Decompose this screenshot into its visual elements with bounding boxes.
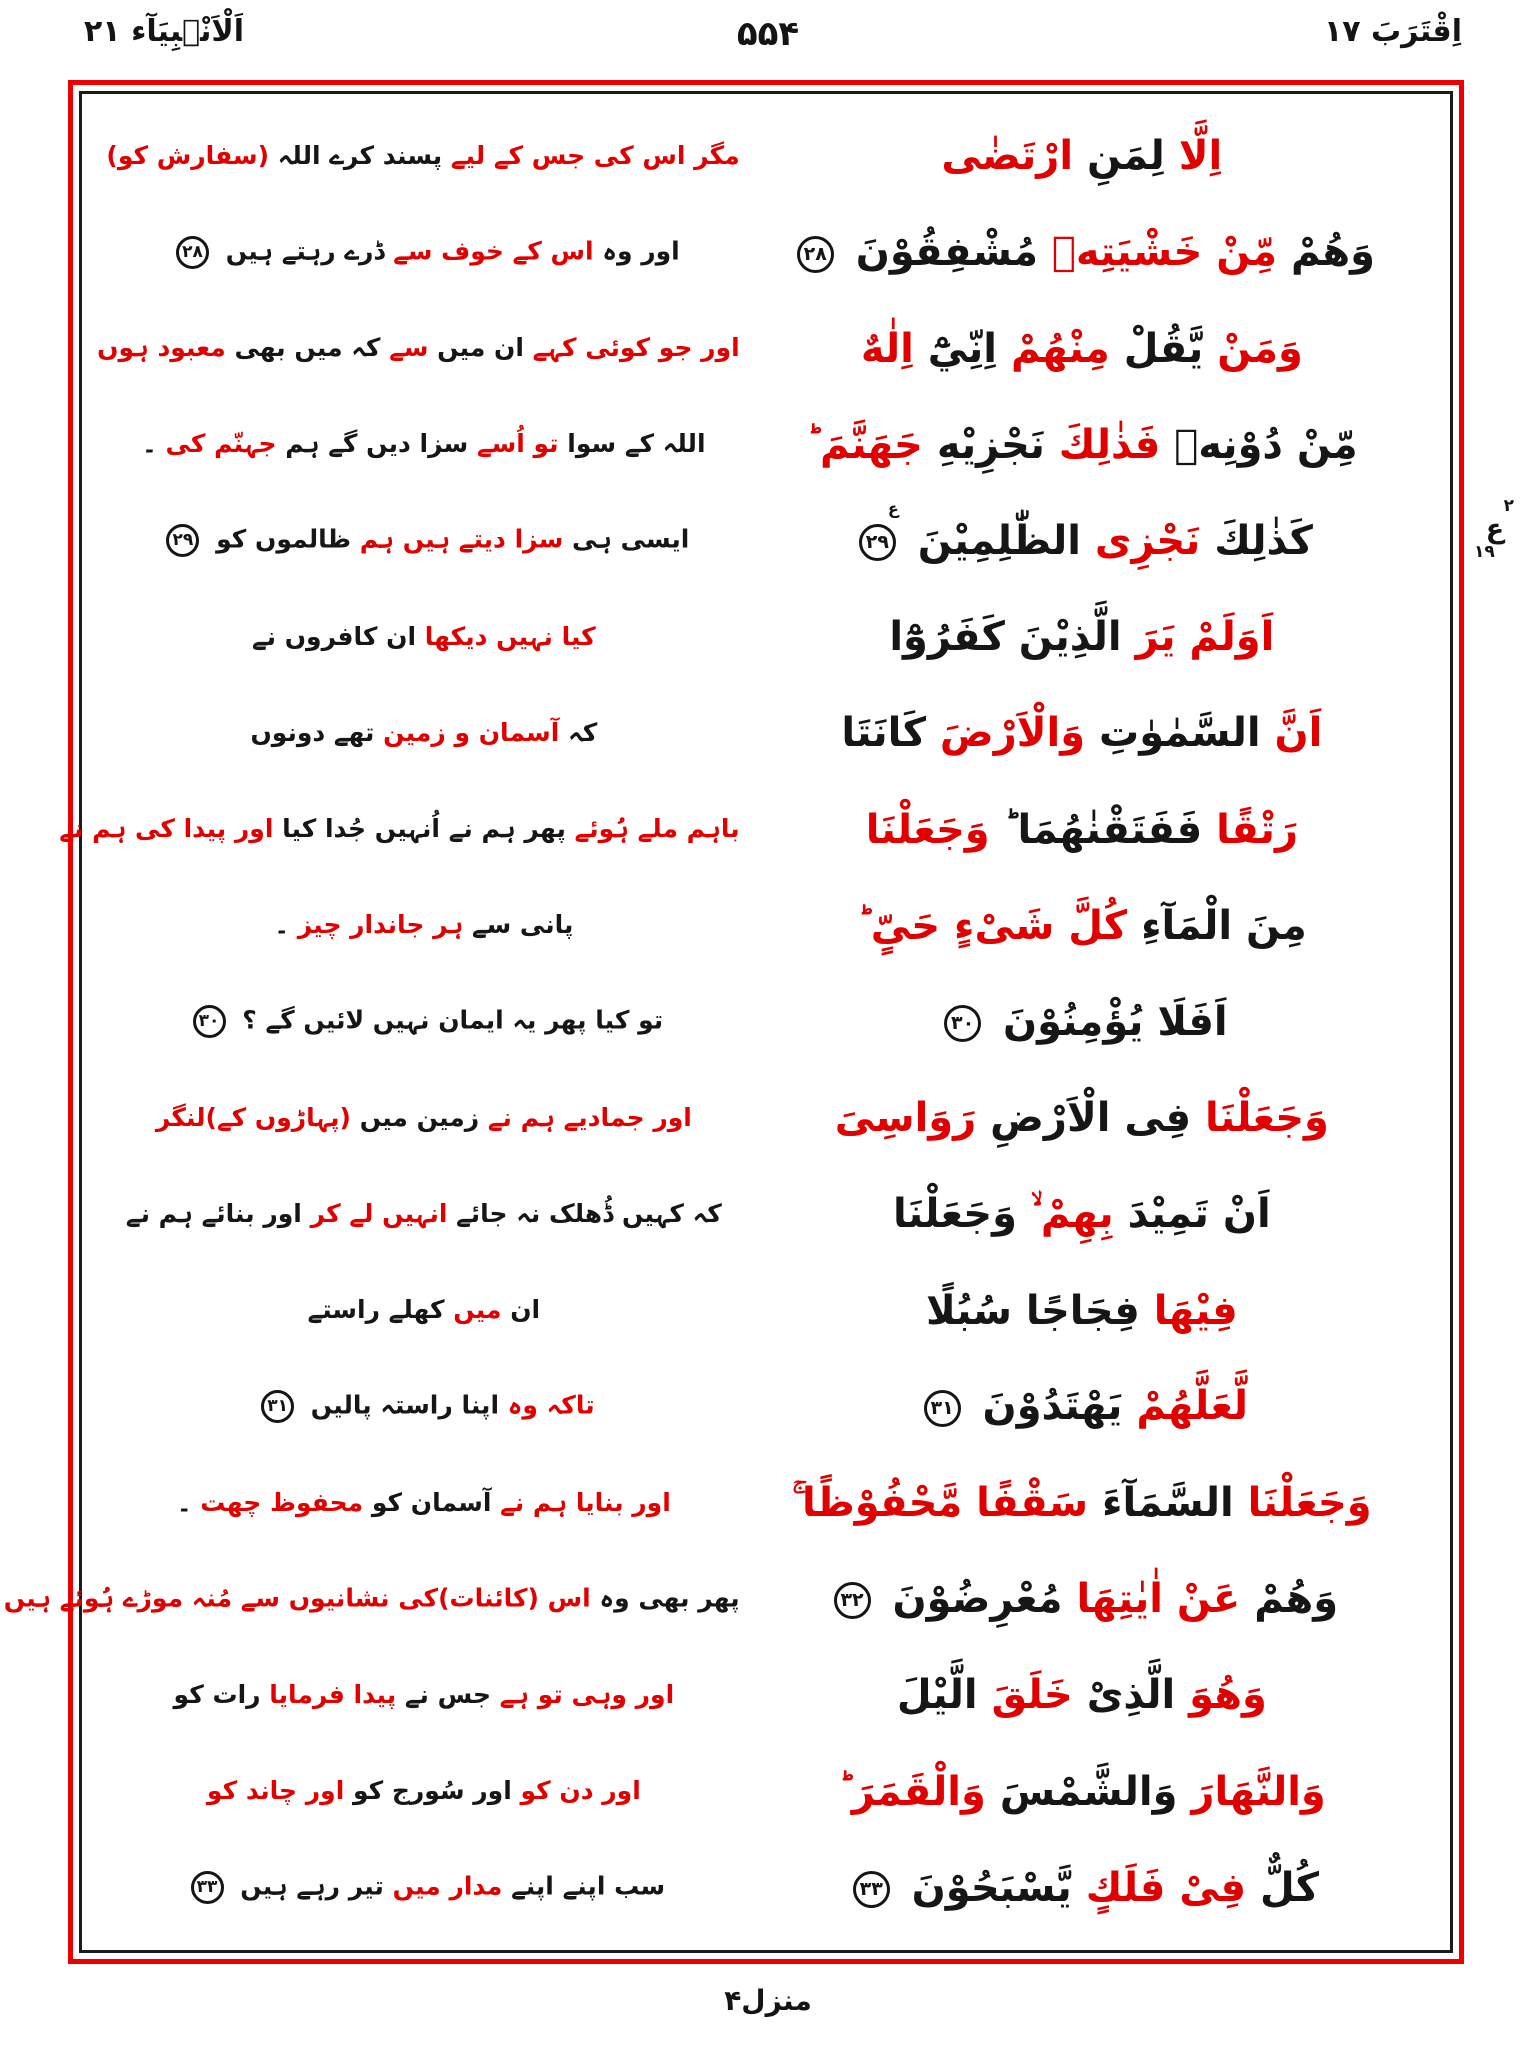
urdu-translation-line (108, 430, 740, 459)
text-segment: تو کیا پھر یہ ایمان نہیں لائیں گے ؟ (242, 1005, 664, 1035)
text-segment: پسند کرے اللہ (277, 140, 443, 170)
text-segment: اَوَلَمْ يَرَ (1135, 614, 1275, 661)
footer-manzil-label: منزل۴ (724, 1984, 812, 2017)
text-segment: اور دن کو (520, 1776, 641, 1806)
verse-row (108, 1743, 1424, 1839)
text-segment: اللہ کے سوا (567, 429, 706, 459)
text-segment: ان (510, 1295, 541, 1325)
text-segment: ۔ (176, 1487, 192, 1517)
text-segment: تو اُسے (476, 429, 559, 459)
text-segment: اور بنائے ہم نے (125, 1198, 302, 1228)
text-segment: اور سُورج کو (352, 1776, 512, 1806)
text-segment: يَّسْبَحُوْنَ (911, 1864, 1072, 1911)
urdu-translation-line (108, 1104, 740, 1133)
verse-number-badge: ۳۳ (853, 1871, 890, 1908)
verse-number-badge: ۳۳ (191, 1871, 224, 1904)
arabic-line (740, 229, 1424, 276)
header-page-number: ۵۵۴ (736, 14, 800, 54)
text-segment: اور وہ (602, 236, 680, 266)
arabic-line (740, 1479, 1424, 1526)
text-segment: اِنِّيْٓ (927, 325, 997, 372)
arabic-line (740, 902, 1424, 949)
text-segment: ظالموں کو (216, 524, 352, 554)
arabic-line (740, 421, 1424, 468)
text-segment: فِجَاجًا سُبُلًا (925, 1287, 1140, 1334)
text-segment: خَلَقَ (991, 1672, 1073, 1719)
text-segment: آسمان کو (371, 1487, 492, 1517)
text-segment: وَمَنْ (1217, 325, 1303, 372)
text-segment: وَجَعَلْنَا (893, 1191, 1017, 1238)
text-segment: وَهُوَ (1189, 1672, 1267, 1719)
verse-row (108, 1840, 1424, 1936)
text-segment: سَقْفًا مَّحْفُوْظًا ۚ (792, 1479, 1089, 1526)
urdu-translation-line (108, 911, 740, 940)
verse-row (108, 1070, 1424, 1166)
text-segment: پھر ہم نے اُنہیں جُدا کیا (282, 814, 566, 844)
arabic-line (740, 806, 1424, 853)
text-segment: اَنَّ (1274, 710, 1323, 757)
text-segment: سزا دیتے ہیں ہم (359, 524, 564, 554)
text-segment: ان کافروں نے (251, 621, 417, 651)
urdu-translation-line (108, 1005, 740, 1038)
text-segment: پانی سے (471, 910, 574, 940)
text-segment: کیا نہیں دیکھا (424, 621, 596, 651)
text-segment: ہر جاندار چیز (297, 910, 464, 940)
text-segment: نَجْزِيْهِ (936, 421, 1045, 468)
text-segment: فِيْهَا (1153, 1287, 1238, 1334)
text-segment: آسمان و زمین (383, 717, 560, 747)
text-segment: بِهِمْ ۙ (1030, 1191, 1114, 1238)
page-frame-red (3, 80, 1464, 1964)
text-segment: وَالْقَمَرَ ؕ (837, 1768, 986, 1815)
verse-row (108, 878, 1424, 974)
text-segment: (پہاڑوں کے)لنگر (155, 1102, 351, 1132)
text-segment: رَتْقًا (1216, 806, 1298, 853)
verse-number-badge: ۳۱ (261, 1390, 294, 1423)
ruku-mark: ع (887, 499, 899, 519)
text-segment: اور جو کوئی کہے (532, 333, 740, 363)
text-segment: الَّذِیْ (1086, 1672, 1176, 1719)
text-segment: سب اپنے اپنے (511, 1871, 666, 1901)
urdu-translation-line (108, 524, 740, 557)
text-segment: اور چاند کو (206, 1776, 345, 1806)
text-segment: وَجَعَلْنَا (865, 806, 990, 853)
arabic-line (740, 325, 1424, 372)
margin-ruku-marker (1472, 498, 1518, 562)
text-segment: تیر رہے ہیں (240, 1871, 384, 1901)
text-segment: اس (کائنات)کی نشانیوں سے مُنہ موڑے ہُوئے ہیں (3, 1583, 591, 1613)
text-segment: اپنا راستہ پالیں (310, 1390, 500, 1420)
text-segment: پیدا فرمایا (269, 1679, 397, 1709)
text-segment: اَنْ تَمِيْدَ (1127, 1191, 1271, 1238)
page-frame-black (3, 91, 1453, 1953)
header-juz-name: اِقْتَرَبَ ۱۷ (1323, 14, 1462, 49)
text-segment: الَّيْلَ (896, 1672, 978, 1719)
text-segment: مُعْرِضُوْنَ (892, 1575, 1063, 1622)
text-segment: وَالنَّهَارَ (1191, 1768, 1326, 1815)
text-segment: اور جمادیے ہم نے (487, 1102, 692, 1132)
verse-row (59, 781, 1424, 877)
verse-row (108, 685, 1424, 781)
text-segment: كُلَّ شَیْءٍ حَیٍّ ؕ (856, 902, 1128, 949)
text-segment: لِمَنِ (1086, 133, 1165, 180)
arabic-line (740, 1287, 1424, 1334)
arabic-line (740, 998, 1424, 1045)
text-segment: ارْتَضٰى (941, 133, 1074, 180)
arabic-line (740, 710, 1424, 757)
arabic-line (740, 1191, 1424, 1238)
text-segment: وَهُمْ (1254, 1575, 1339, 1622)
text-segment: ایسی ہی (572, 524, 690, 554)
text-segment: رَوَاسِیَ (834, 1095, 977, 1142)
urdu-translation-line (108, 1871, 740, 1904)
text-segment: وَالشَّمْسَ (999, 1768, 1178, 1815)
verse-number-badge: ۳۰ (193, 1005, 226, 1038)
text-segment: جہنّم کی (165, 429, 277, 459)
text-segment: معبود ہوں (97, 333, 226, 363)
header-surah-name: اَلْاَنْۢبِيَآء ۲۱ (84, 14, 245, 49)
urdu-translation-line (59, 814, 740, 844)
text-segment: باہم ملے ہُوئے (574, 814, 740, 844)
text-segment: الظّٰلِمِيْنَ (917, 517, 1081, 564)
arabic-line (740, 1672, 1424, 1719)
text-segment: اس کے خوف سے (393, 236, 594, 266)
verse-row (108, 204, 1424, 300)
text-segment: فَذٰلِكَ (1058, 421, 1161, 468)
verse-row (108, 1262, 1424, 1358)
text-segment: رات کو (173, 1679, 261, 1709)
verse-number-badge: ۲۹ (166, 524, 199, 557)
text-segment: ڈرے رہتے ہیں (225, 236, 385, 266)
text-segment: كَذٰلِكَ (1214, 517, 1313, 564)
arabic-line (740, 499, 1424, 564)
text-segment: عَنْ اٰيٰتِهَا (1076, 1575, 1241, 1622)
ruku-number-bottom: ۱۹ (1474, 542, 1495, 563)
arabic-line (740, 1383, 1424, 1430)
text-segment: مِّنْ خَشْيَتِهٖ (1051, 229, 1278, 276)
text-segment: اور بنایا ہم نے (500, 1487, 671, 1517)
text-segment: (سفارش کو) (106, 140, 270, 170)
text-segment: السَّمٰوٰتِ (1099, 710, 1261, 757)
text-segment: جس نے (404, 1679, 491, 1709)
text-segment: فِیْ فَلَكٍ (1085, 1864, 1247, 1911)
text-segment: وَهُمْ (1290, 229, 1375, 276)
verse-row (108, 974, 1424, 1070)
urdu-translation-line (108, 1296, 740, 1325)
text-segment: ۔ (142, 429, 157, 459)
verse-number-badge: ۲۸ (797, 236, 834, 273)
text-segment: كُلٌّ (1260, 1864, 1319, 1911)
text-segment: پھر بھی وہ (599, 1583, 740, 1613)
verse-row (108, 108, 1424, 204)
text-segment: فَفَتَقْنٰهُمَا ؕ (1003, 806, 1203, 853)
verse-row (108, 493, 1424, 589)
urdu-translation-line (108, 142, 740, 171)
verse-row (108, 1359, 1424, 1455)
arabic-line (740, 1768, 1424, 1815)
text-segment: مِّنْ دُوْنِهٖ (1174, 421, 1358, 468)
arabic-line (740, 1095, 1424, 1142)
verse-row (97, 300, 1424, 396)
text-segment: اور پیدا کی ہم نے (59, 814, 274, 844)
text-segment: ۔ (274, 910, 289, 940)
text-segment: مِنَ الْمَآءِ (1141, 902, 1307, 949)
ruku-number-top: ۲ (1503, 496, 1514, 516)
verse-number-badge: ۳۲ (834, 1582, 871, 1619)
text-segment: فِی الْاَرْضِ (990, 1095, 1192, 1142)
urdu-translation-line (108, 623, 740, 652)
text-segment: اَفَلَا يُؤْمِنُوْنَ (1003, 998, 1228, 1045)
text-segment: محفوظ چھت (200, 1487, 364, 1517)
text-segment: اِلٰهٌ (860, 325, 914, 372)
urdu-translation-line (108, 719, 740, 748)
text-segment: وَجَعَلْنَا (1247, 1479, 1372, 1526)
urdu-translation-line (108, 236, 740, 269)
text-segment: السَّمَآءَ (1102, 1479, 1234, 1526)
text-segment: لَّعَلَّهُمْ (1136, 1383, 1249, 1430)
text-segment: الَّذِيْنَ كَفَرُوْٓا (889, 614, 1122, 661)
arabic-line (740, 614, 1424, 661)
urdu-translation-line (108, 1777, 740, 1806)
text-segment: وَالْاَرْضَ (939, 710, 1086, 757)
arabic-line (740, 1575, 1424, 1622)
verse-row (3, 1551, 1424, 1647)
verse-number-badge: ۳۰ (944, 1005, 981, 1042)
text-segment: كَانَتَا (841, 710, 926, 757)
text-segment: کہ کہیں ڈُھلک نہ جائے (456, 1198, 722, 1228)
urdu-translation-line (108, 1489, 740, 1518)
verse-row (108, 1455, 1424, 1551)
ruku-ain-icon: ع (1485, 513, 1505, 545)
urdu-translation-line (97, 333, 740, 363)
urdu-translation-line (108, 1390, 740, 1423)
verse-number-badge: ۲۸ (176, 236, 209, 269)
text-segment: تھے دونوں (250, 717, 375, 747)
verse-number-badge: ۳۱ (924, 1390, 961, 1427)
text-segment: مُشْفِقُوْنَ (855, 229, 1038, 276)
text-segment: کھلے راستے (307, 1295, 445, 1325)
text-segment: يَهْتَدُوْنَ (982, 1383, 1123, 1430)
text-segment: اِلَّا (1178, 133, 1223, 180)
verse-row (108, 397, 1424, 493)
text-segment: اور وہی تو ہے (499, 1679, 675, 1709)
text-segment: انہیں لے کر (310, 1198, 448, 1228)
text-segment: يَّقُلْ (1123, 325, 1204, 372)
text-segment: ان میں (437, 333, 524, 363)
verse-row (108, 1647, 1424, 1743)
text-segment: کہ (568, 717, 598, 747)
text-segment: وَجَعَلْنَا (1204, 1095, 1329, 1142)
text-segment: جَهَنَّمَ ؕ (806, 421, 923, 468)
text-segment: مِنْهُمْ (1010, 325, 1110, 372)
text-segment: مگر اس کی جس کے لیے (450, 140, 740, 170)
verse-number-badge: ۲۹ ع (859, 524, 896, 561)
text-segment: کہ میں بھی (234, 333, 381, 363)
urdu-translation-line (108, 1681, 740, 1710)
urdu-translation-line (3, 1583, 740, 1616)
text-segment: نَجْزِی (1094, 517, 1201, 564)
text-segment: مدار میں (392, 1871, 503, 1901)
text-segment: سے (389, 333, 429, 363)
text-segment: سزا دیں گے ہم (285, 429, 469, 459)
arabic-line (740, 1864, 1424, 1911)
text-segment: زمین میں (359, 1102, 480, 1132)
urdu-translation-line (108, 1200, 740, 1229)
text-segment: میں (453, 1295, 502, 1325)
verse-grid (3, 108, 1424, 1936)
text-segment: تاکہ وہ (507, 1390, 595, 1420)
verse-row (108, 1166, 1424, 1262)
arabic-line (740, 133, 1424, 180)
verse-row (108, 589, 1424, 685)
